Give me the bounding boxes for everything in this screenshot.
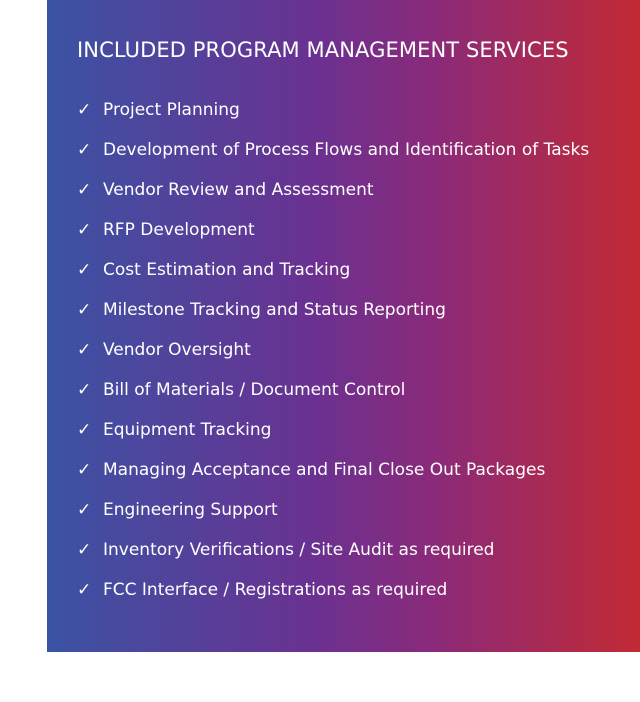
list-item	[77, 250, 589, 290]
checkmark-icon: ✓	[77, 259, 92, 280]
list-item-label: RFP Development	[103, 220, 255, 240]
list-item-label: Bill of Materials / Document Control	[103, 380, 406, 400]
list-item	[77, 330, 589, 370]
list-item	[77, 530, 589, 570]
list-item-label: Project Planning	[103, 100, 240, 120]
list-item	[77, 210, 589, 250]
checkmark-icon: ✓	[77, 459, 92, 480]
list-item	[77, 570, 589, 610]
list-item-label: Vendor Review and Assessment	[103, 180, 374, 200]
list-item-label: FCC Interface / Registrations as required	[103, 580, 448, 600]
services-panel	[47, 0, 640, 652]
list-item	[77, 90, 589, 130]
list-item	[77, 290, 589, 330]
checkmark-icon: ✓	[77, 99, 92, 120]
list-item	[77, 170, 589, 210]
list-item	[77, 410, 589, 450]
checkmark-icon: ✓	[77, 579, 92, 600]
section-title: INCLUDED PROGRAM MANAGEMENT SERVICES	[77, 38, 569, 62]
checkmark-icon: ✓	[77, 179, 92, 200]
checkmark-icon: ✓	[77, 499, 92, 520]
checkmark-icon: ✓	[77, 379, 92, 400]
list-item-label: Managing Acceptance and Final Close Out Packages	[103, 460, 546, 480]
services-list	[77, 90, 589, 610]
list-item-label: Equipment Tracking	[103, 420, 272, 440]
list-item	[77, 450, 589, 490]
checkmark-icon: ✓	[77, 419, 92, 440]
checkmark-icon: ✓	[77, 219, 92, 240]
checkmark-icon: ✓	[77, 299, 92, 320]
list-item	[77, 490, 589, 530]
list-item	[77, 130, 589, 170]
list-item-label: Engineering Support	[103, 500, 278, 520]
checkmark-icon: ✓	[77, 139, 92, 160]
list-item-label: Cost Estimation and Tracking	[103, 260, 351, 280]
list-item-label: Inventory Verifications / Site Audit as required	[103, 540, 495, 560]
list-item	[77, 370, 589, 410]
checkmark-icon: ✓	[77, 539, 92, 560]
list-item-label: Development of Process Flows and Identification of Tasks	[103, 140, 590, 160]
list-item-label: Vendor Oversight	[103, 340, 251, 360]
checkmark-icon: ✓	[77, 339, 92, 360]
list-item-label: Milestone Tracking and Status Reporting	[103, 300, 446, 320]
